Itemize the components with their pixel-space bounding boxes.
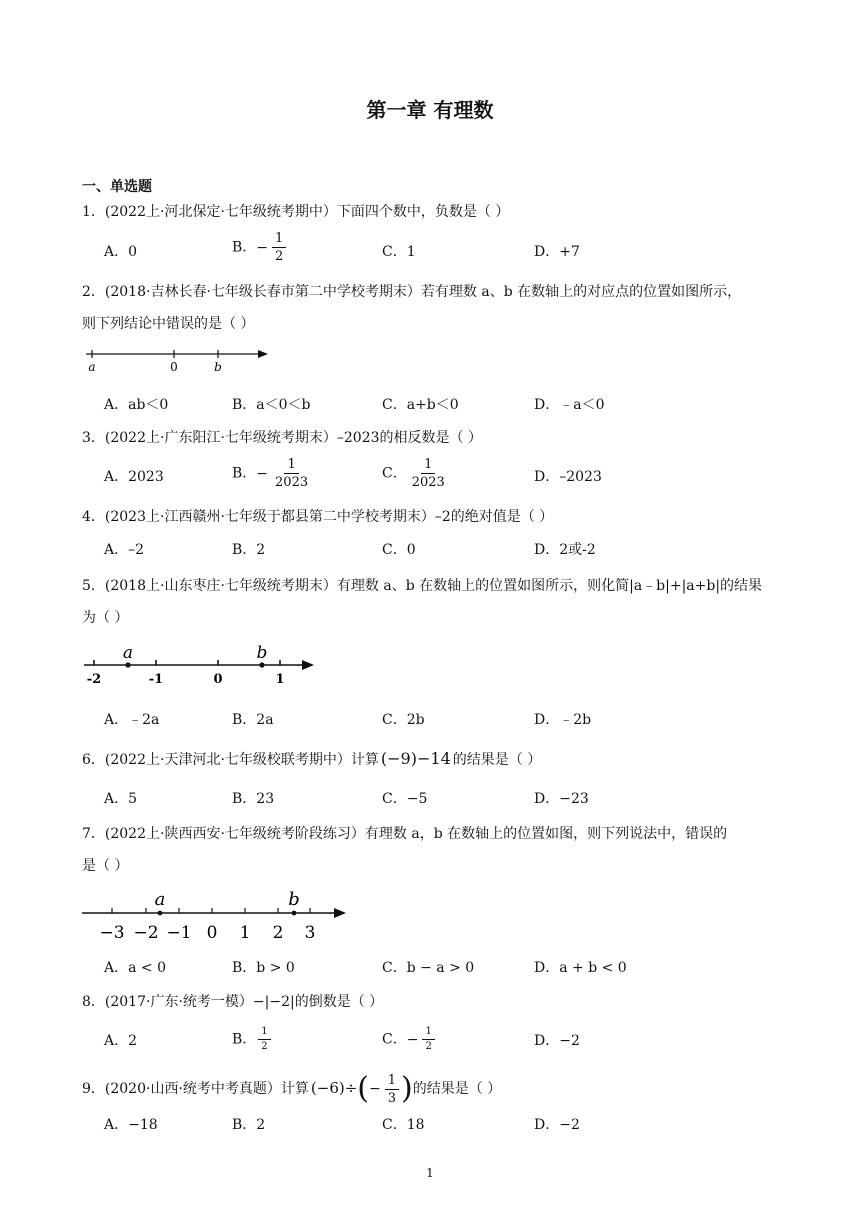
tick-label: −3 [99, 923, 125, 943]
denominator: 2023 [275, 475, 309, 490]
question-4: 4．(2023上·江西赣州·七年级于都县第二中学校考期末）–2的绝对值是（ ） [82, 509, 554, 525]
q5-option-b[interactable]: B．2a [232, 712, 274, 728]
page-title: 第一章 有理数 [366, 98, 494, 122]
question-1: 1．(2022上·河北保定·七年级统考期中）下面四个数中，负数是（ ） [82, 204, 510, 220]
section-heading: 一、单选题 [82, 179, 152, 195]
question-9 [82, 1070, 501, 1107]
fraction [385, 1074, 399, 1105]
question-2-line-1: 2．(2018·吉林长春·七年级长春市第二中学校考期末）若有理数 a、b 在数轴上的对应点的位置如图所示， [82, 284, 742, 300]
q7-option-c[interactable]: C．b − a > 0 [382, 960, 475, 976]
q2-option-c[interactable]: C．a+b＜0 [382, 397, 459, 413]
fraction [409, 458, 448, 489]
q3-option-b[interactable] [232, 458, 313, 489]
tick-label: −2 [133, 923, 159, 943]
fraction [272, 232, 286, 263]
question-7-line-1: 7．(2022上·陕西西安·七年级统考阶段练习）有理数 a，b 在数轴上的位置如图，则下列说法中，错误的 [82, 826, 728, 842]
q9-option-a[interactable]: A．−18 [104, 1117, 158, 1133]
fraction [272, 458, 311, 489]
numerator: 1 [385, 1074, 399, 1090]
denominator: 2 [425, 1041, 432, 1052]
question-8: 8．(2017·广东·统考一模）−|−2|的倒数是（ ） [82, 994, 384, 1010]
question-6 [82, 749, 541, 770]
page-number: 1 [426, 1166, 434, 1180]
numerator: 1 [258, 1027, 270, 1040]
tick-label: 2 [272, 923, 284, 943]
axis-label-b: b [288, 889, 300, 910]
question-7-line-2: 是（ ） [82, 858, 129, 874]
q8-option-b[interactable] [232, 1027, 273, 1052]
question-5-line-1: 5．(2018上·山东枣庄·七年级统考期末）有理数 a、b 在数轴上的位置如图所示，则化简|a﹣b|+|a+b|的结果 [82, 578, 763, 594]
question-text: 的结果是（ ） [452, 752, 542, 768]
q3-option-d[interactable]: D．–2023 [534, 469, 602, 485]
q5-option-c[interactable]: C．2b [382, 712, 425, 728]
q4-option-c[interactable]: C．0 [382, 542, 416, 558]
right-paren: ) [401, 1071, 413, 1106]
q5-option-d[interactable]: D．﹣2b [534, 712, 592, 728]
tick-label: 3 [304, 923, 316, 943]
q3-option-a[interactable]: A．2023 [104, 469, 164, 485]
q1-option-b[interactable] [232, 232, 288, 263]
q7-option-b[interactable]: B．b > 0 [232, 960, 295, 976]
q6-option-d[interactable]: D．−23 [534, 791, 589, 807]
q5-number-line [80, 642, 320, 688]
numerator: 1 [421, 458, 435, 474]
q7-option-a[interactable]: A．a < 0 [104, 960, 166, 976]
q6-option-c[interactable]: C．−5 [382, 791, 428, 807]
numerator: 1 [284, 458, 298, 474]
axis-label-zero: 0 [170, 360, 178, 374]
q4-option-b[interactable]: B．2 [232, 542, 266, 558]
numerator: 1 [272, 232, 286, 248]
q2-option-d[interactable]: D．﹣a＜0 [534, 397, 605, 413]
q4-option-a[interactable]: A．–2 [104, 542, 145, 558]
q7-option-d[interactable]: D．a + b < 0 [534, 960, 627, 976]
option-label: B． [232, 465, 257, 482]
tick-label: -1 [148, 672, 164, 687]
axis-label-b: b [256, 643, 268, 663]
question-text: 6．(2022上·天津河北·七年级校联考期中）计算 [82, 752, 379, 768]
q8-option-c[interactable] [382, 1027, 437, 1052]
q9-option-b[interactable]: B．2 [232, 1117, 266, 1133]
denominator: 2 [275, 249, 284, 264]
left-paren: ( [357, 1071, 370, 1106]
option-label: B． [232, 1031, 257, 1048]
fraction [258, 1027, 270, 1052]
option-label: B． [232, 239, 257, 256]
axis-label-a: a [122, 643, 134, 663]
denominator: 2023 [411, 475, 445, 490]
tick-label: −1 [166, 923, 192, 943]
denominator: 2 [261, 1041, 268, 1052]
q2-option-b[interactable]: B．a＜0＜b [232, 397, 311, 413]
minus-sign: − [406, 1031, 419, 1048]
denominator: 3 [387, 1090, 397, 1106]
tick-label: 1 [239, 923, 251, 943]
q3-option-c[interactable] [382, 458, 450, 489]
q6-option-b[interactable]: B．23 [232, 791, 275, 807]
q2-option-a[interactable]: A．ab＜0 [104, 397, 169, 413]
tick-label: -2 [86, 672, 102, 687]
fraction [422, 1027, 434, 1052]
axis-label-a: a [88, 360, 96, 374]
axis-label-b: b [214, 360, 222, 374]
numerator: 1 [422, 1027, 434, 1040]
question-text: 9．(2020·山西·统考中考真题）计算 [82, 1081, 309, 1097]
q5-option-a[interactable]: A．﹣2a [104, 712, 160, 728]
q6-option-a[interactable]: A．5 [104, 791, 138, 807]
q8-option-a[interactable]: A．2 [104, 1033, 138, 1049]
option-label: C． [382, 465, 407, 482]
q9-option-d[interactable]: D．−2 [534, 1117, 580, 1133]
math-expression: (−9)−14 [380, 749, 451, 768]
axis-label-a: a [154, 889, 166, 910]
q1-option-c[interactable]: C．1 [382, 244, 416, 260]
tick-label: 0 [213, 672, 223, 687]
option-label: C． [382, 1031, 407, 1048]
q2-number-line [82, 344, 272, 378]
q8-option-d[interactable]: D．−2 [534, 1033, 580, 1049]
question-2-line-2: 则下列结论中错误的是（ ） [82, 316, 255, 332]
q4-option-d[interactable]: D．2或-2 [534, 542, 596, 558]
q9-option-c[interactable]: C．18 [382, 1117, 425, 1133]
question-text: 的结果是（ ） [412, 1081, 502, 1097]
minus-sign: − [256, 465, 269, 482]
question-3: 3．(2022上·广东阳江·七年级统考期末）–2023的相反数是（ ） [82, 430, 482, 446]
minus-sign: − [256, 239, 269, 256]
q1-option-a[interactable]: A．0 [104, 244, 138, 260]
minus-sign: − [369, 1081, 381, 1097]
tick-label: 1 [275, 672, 285, 687]
math-expression: (−6)÷ [310, 1079, 358, 1097]
tick-label: 0 [206, 923, 218, 943]
question-5-line-2: 为（ ） [82, 610, 129, 626]
q1-option-d[interactable]: D．+7 [534, 244, 580, 260]
q7-number-line [80, 888, 350, 944]
